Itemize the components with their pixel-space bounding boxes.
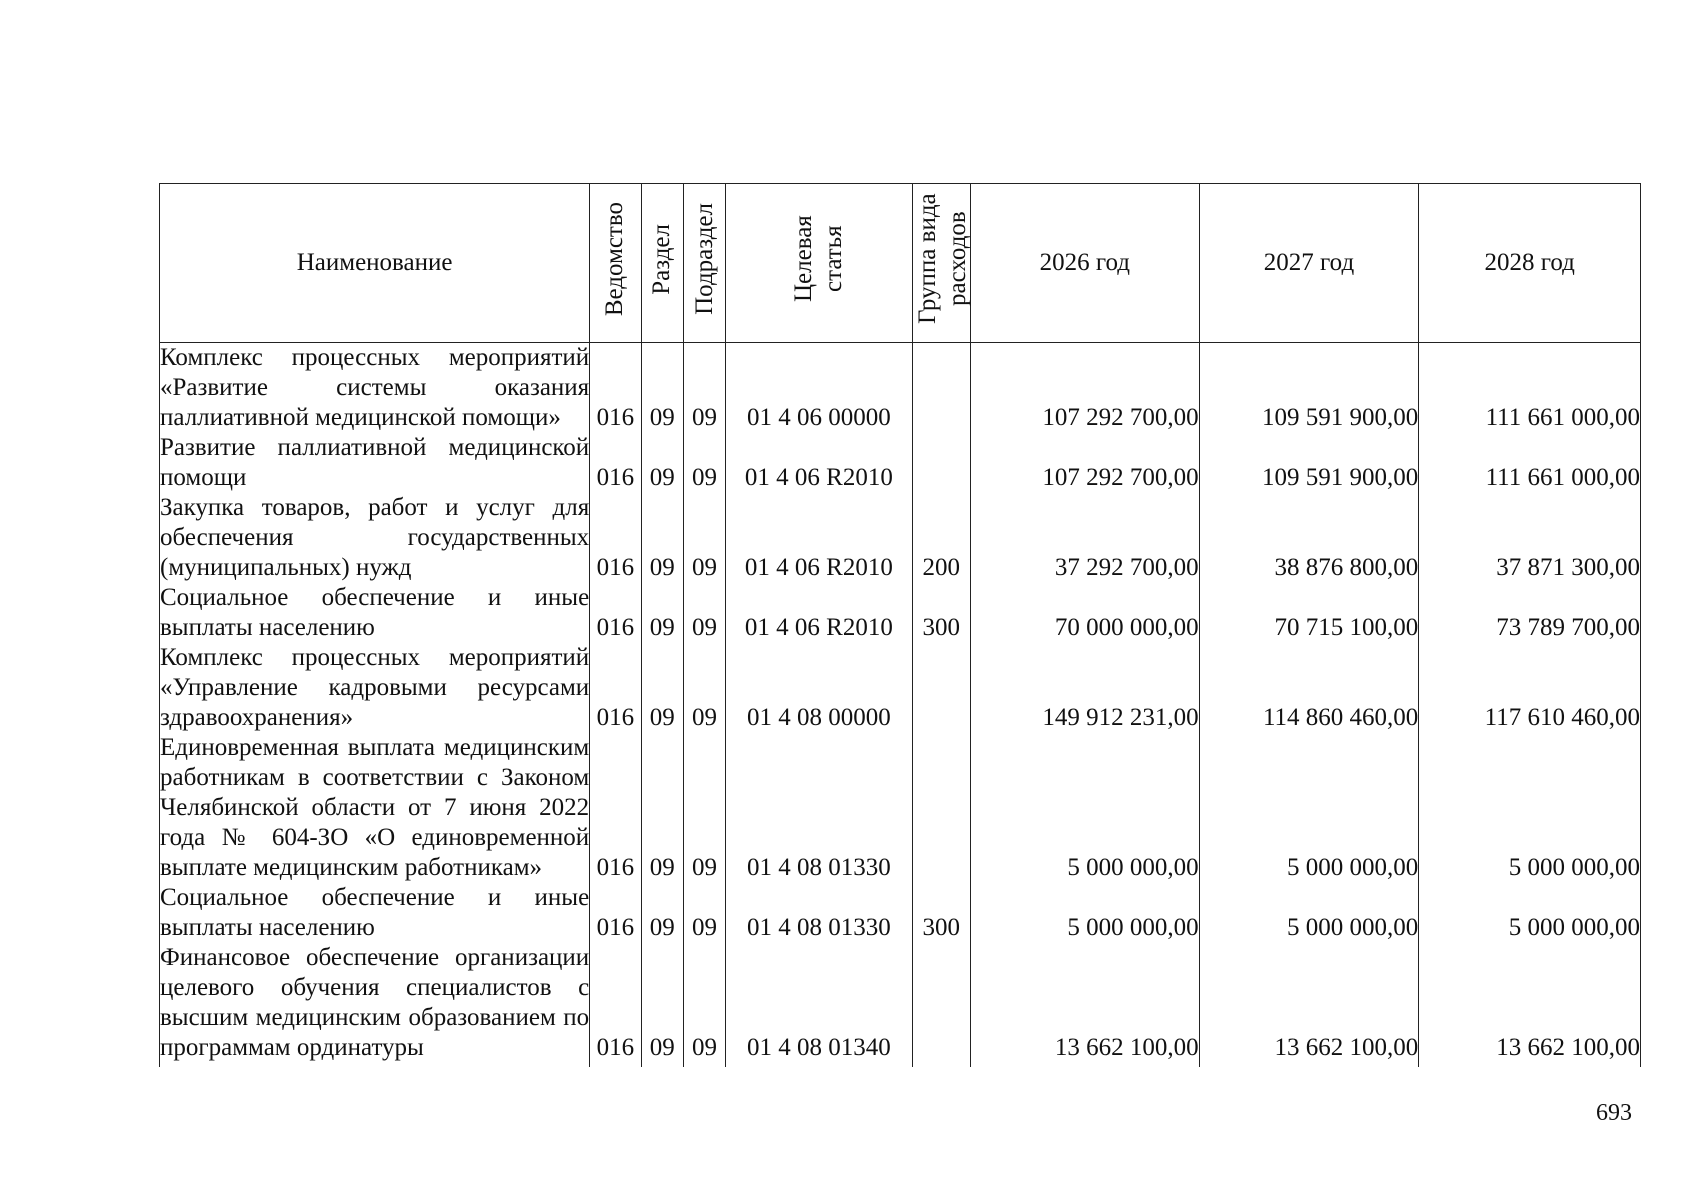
row-department: 016 [590,493,641,583]
row-section: 09 [641,643,683,733]
row-expense-group: 200 [912,493,970,583]
row-amount-2027: 70 715 100,00 [1199,583,1419,643]
row-expense-group: 300 [912,583,970,643]
row-section: 09 [641,583,683,643]
header-year-2027: 2027 год [1199,184,1419,343]
row-target-article: 01 4 06 00000 [726,343,912,434]
header-target-article: Целевая статья [726,184,912,343]
row-subsection: 09 [683,583,725,643]
row-name: Финансовое обеспечение организации целевого обучения специалистов с высшим медицинским образованием по программам ординатуры [160,943,590,1067]
row-subsection: 09 [683,433,725,493]
row-subsection: 09 [683,943,725,1067]
row-amount-2026: 70 000 000,00 [970,583,1199,643]
header-year-2028: 2028 год [1419,184,1641,343]
page-number: 693 [1596,1100,1632,1126]
row-subsection: 09 [683,493,725,583]
budget-table [159,183,1641,1067]
header-year-2026: 2026 год [970,184,1199,343]
row-subsection: 09 [683,343,725,434]
row-name: Комплекс процессных мероприятий «Развитие системы оказания паллиативной медицинской помощи» [160,344,590,431]
row-expense-group [912,433,970,493]
table-row [160,433,1641,493]
row-department: 016 [590,583,641,643]
row-amount-2026: 149 912 231,00 [970,643,1199,733]
row-expense-group [912,733,970,883]
row-expense-group [912,343,970,434]
row-section: 09 [641,433,683,493]
row-amount-2028: 111 661 000,00 [1419,343,1641,434]
row-subsection: 09 [683,883,725,943]
row-section: 09 [641,943,683,1067]
table-row [160,583,1641,643]
row-amount-2026: 37 292 700,00 [970,493,1199,583]
row-section: 09 [641,733,683,883]
header-name: Наименование [160,184,590,343]
table-row [160,343,1641,434]
row-amount-2028: 73 789 700,00 [1419,583,1641,643]
row-department: 016 [590,643,641,733]
row-amount-2027: 109 591 900,00 [1199,343,1419,434]
row-expense-group: 300 [912,883,970,943]
row-amount-2027: 109 591 900,00 [1199,433,1419,493]
table-row [160,883,1641,943]
row-amount-2028: 13 662 100,00 [1419,943,1641,1067]
row-name: Закупка товаров, работ и услуг для обеспечения государственных (муниципальных) нужд [160,494,590,581]
header-department: Ведомство [590,184,641,343]
row-amount-2028: 5 000 000,00 [1419,733,1641,883]
row-amount-2027: 5 000 000,00 [1199,733,1419,883]
row-name: Развитие паллиативной медицинской помощи [160,434,590,491]
row-expense-group [912,643,970,733]
row-target-article: 01 4 08 01330 [726,733,912,883]
table-row [160,943,1641,1067]
row-subsection: 09 [683,643,725,733]
row-amount-2028: 5 000 000,00 [1419,883,1641,943]
row-expense-group [912,943,970,1067]
row-department: 016 [590,943,641,1067]
table-row [160,493,1641,583]
row-department: 016 [590,883,641,943]
row-amount-2028: 111 661 000,00 [1419,433,1641,493]
header-row [160,184,1641,343]
row-target-article: 01 4 08 00000 [726,643,912,733]
row-amount-2026: 107 292 700,00 [970,433,1199,493]
row-target-article: 01 4 06 R2010 [726,433,912,493]
row-department: 016 [590,343,641,434]
row-target-article: 01 4 08 01340 [726,943,912,1067]
row-name: Социальное обеспечение и иные выплаты населению [160,584,590,641]
row-section: 09 [641,343,683,434]
row-amount-2026: 13 662 100,00 [970,943,1199,1067]
row-amount-2027: 114 860 460,00 [1199,643,1419,733]
row-amount-2027: 38 876 800,00 [1199,493,1419,583]
row-department: 016 [590,733,641,883]
header-subsection: Подраздел [683,184,725,343]
row-section: 09 [641,883,683,943]
header-expense-group: Группа вида расходов [912,184,970,343]
row-amount-2028: 117 610 460,00 [1419,643,1641,733]
row-name: Социальное обеспечение и иные выплаты населению [160,884,590,941]
row-target-article: 01 4 08 01330 [726,883,912,943]
row-target-article: 01 4 06 R2010 [726,583,912,643]
row-section: 09 [641,493,683,583]
header-section: Раздел [641,184,683,343]
row-subsection: 09 [683,733,725,883]
table-row [160,733,1641,883]
row-amount-2026: 5 000 000,00 [970,733,1199,883]
row-amount-2026: 5 000 000,00 [970,883,1199,943]
row-amount-2028: 37 871 300,00 [1419,493,1641,583]
row-department: 016 [590,433,641,493]
row-target-article: 01 4 06 R2010 [726,493,912,583]
row-amount-2027: 5 000 000,00 [1199,883,1419,943]
row-name: Комплекс процессных мероприятий «Управление кадровыми ресурсами здравоохранения» [160,644,590,731]
row-amount-2026: 107 292 700,00 [970,343,1199,434]
row-name: Единовременная выплата медицинским работникам в соответствии с Законом Челябинской области от 7 июня 2022 года № 604-ЗО «О единовременной выплате медицинским работникам» [160,734,590,881]
table-row [160,643,1641,733]
row-amount-2027: 13 662 100,00 [1199,943,1419,1067]
